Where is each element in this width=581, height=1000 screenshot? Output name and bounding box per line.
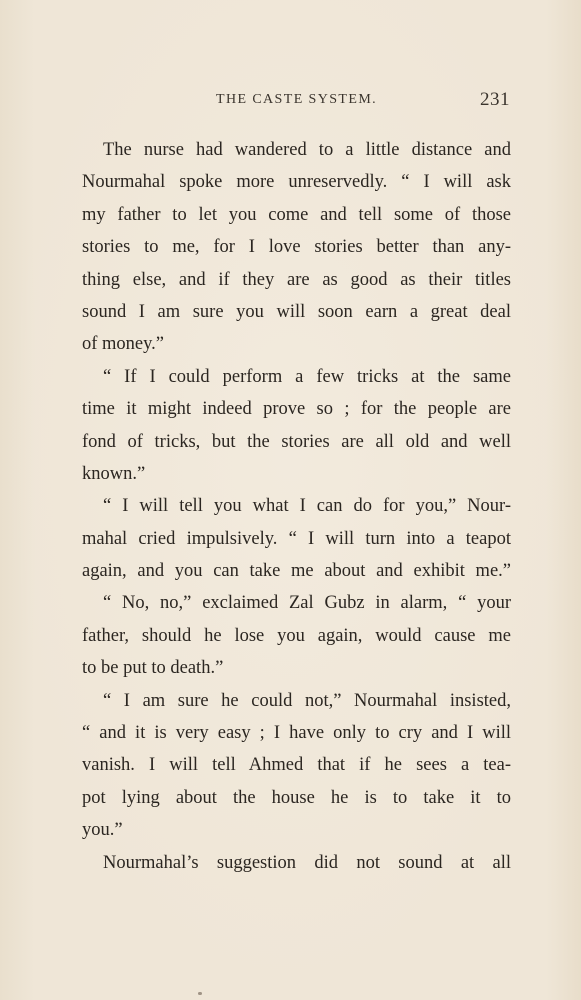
page-number: 231 bbox=[480, 89, 510, 110]
ink-speck bbox=[198, 992, 202, 995]
text-line-19: “ and it is very easy ; I have only to cry and I will bbox=[82, 723, 511, 744]
text-line-12: “ I will tell you what I can do for you,” Nour- bbox=[103, 496, 511, 517]
text-line-20: vanish. I will tell Ahmed that if he sees a tea- bbox=[82, 755, 511, 776]
text-line-16: father, should he lose you again, would cause me bbox=[82, 625, 511, 646]
text-line-3: my father to let you come and tell some of those bbox=[82, 204, 511, 225]
text-line-4: stories to me, for I love stories better than any- bbox=[82, 237, 511, 258]
text-line-7: of money.” bbox=[82, 334, 165, 355]
text-line-2: Nourmahal spoke more unreservedly. “ I will ask bbox=[82, 172, 511, 193]
text-line-6: sound I am sure you will soon earn a great deal bbox=[82, 301, 511, 322]
text-line-13: mahal cried impulsively. “ I will turn into a teapot bbox=[82, 528, 511, 549]
running-title: THE CASTE SYSTEM. bbox=[216, 92, 378, 107]
text-line-1: The nurse had wandered to a little distance and bbox=[103, 140, 511, 160]
text-line-9: time it might indeed prove so ; for the people are bbox=[82, 399, 511, 420]
text-line-8: “ If I could perform a few tricks at the same bbox=[103, 366, 511, 387]
text-line-22: you.” bbox=[82, 820, 123, 841]
text-line-5: thing else, and if they are as good as their titles bbox=[82, 269, 511, 290]
text-line-15: “ No, no,” exclaimed Zal Gubz in alarm, “ your bbox=[103, 593, 511, 614]
body-text bbox=[82, 134, 511, 879]
text-line-21: pot lying about the house he is to take it to bbox=[82, 787, 511, 808]
running-head bbox=[0, 89, 581, 112]
text-line-17: to be put to death.” bbox=[82, 658, 224, 679]
text-line-18: “ I am sure he could not,” Nourmahal insisted, bbox=[103, 690, 511, 711]
text-line-23: Nourmahal’s suggestion did not sound at all bbox=[103, 852, 511, 873]
text-line-11: known.” bbox=[82, 463, 146, 484]
text-line-10: fond of tricks, but the stories are all old and well bbox=[82, 431, 511, 452]
text-line-14: again, and you can take me about and exhibit me.” bbox=[82, 561, 511, 582]
